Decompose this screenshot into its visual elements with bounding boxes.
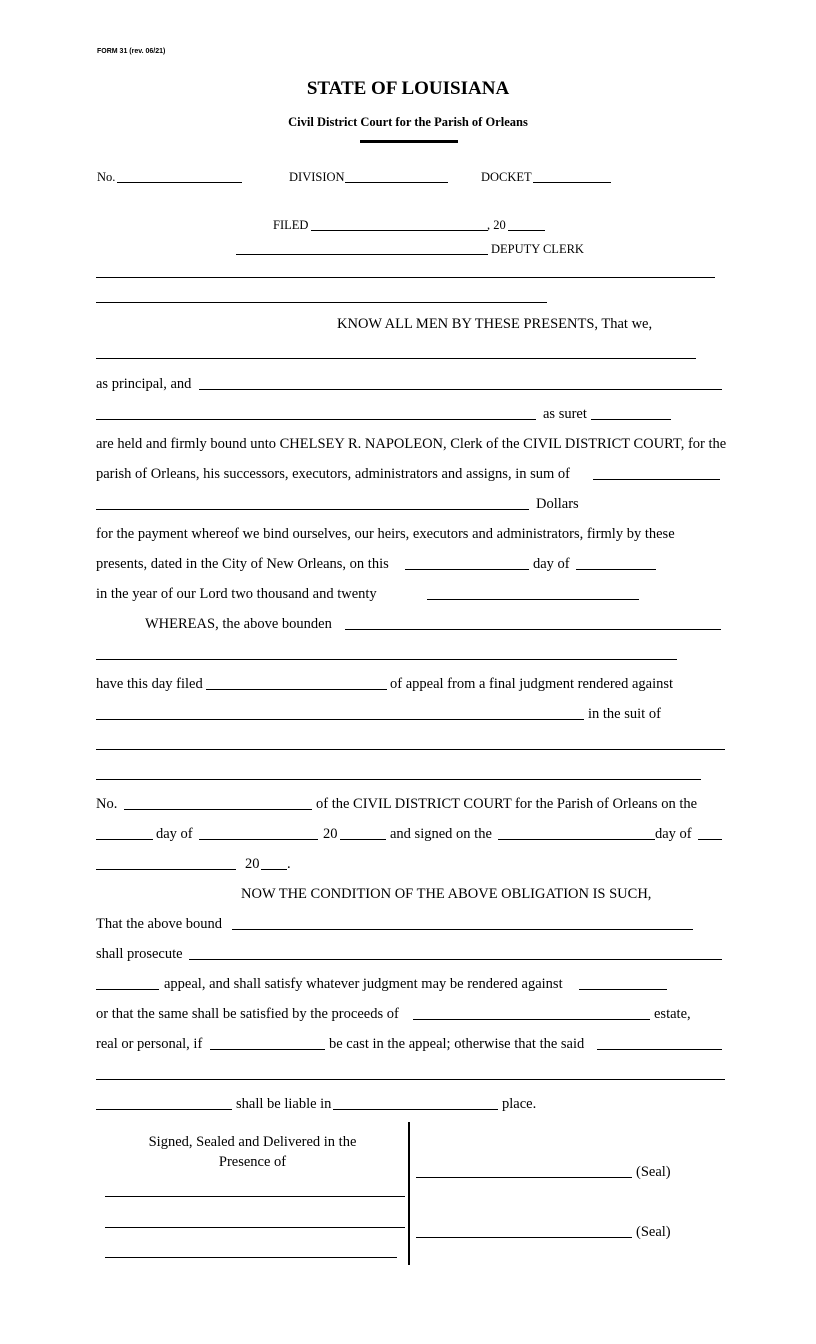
- shall-prosecute-text: shall prosecute: [96, 946, 183, 962]
- deputy-clerk-signature-field[interactable]: [236, 254, 488, 255]
- blank-line[interactable]: [96, 1079, 725, 1080]
- signed-year-field[interactable]: [261, 869, 287, 870]
- that-bound-text: That the above bound: [96, 916, 223, 932]
- said-party-field[interactable]: [597, 1049, 722, 1050]
- surety-field[interactable]: [96, 419, 536, 420]
- day-of-text-2: day of: [156, 826, 193, 842]
- docket-label: DOCKET: [481, 170, 532, 184]
- appeal-satisfy-text: appeal, and shall satisfy whatever judgment may be rendered against: [164, 976, 563, 992]
- payment-line-text: for the payment whereof we bind ourselves, our heirs, executors and administrators, firmly by these: [96, 526, 675, 542]
- in-suit-text: in the suit of: [588, 706, 661, 722]
- no-label-2: No.: [96, 796, 118, 812]
- presents-dated-text: presents, dated in the City of New Orleans, on this: [96, 556, 389, 572]
- principal-signature-field[interactable]: [416, 1177, 632, 1178]
- have-filed-text: have this day filed: [96, 676, 203, 692]
- page-title: STATE OF LOUISIANA: [306, 78, 510, 99]
- filed-year-field[interactable]: [508, 230, 545, 231]
- seal-label-1: (Seal): [636, 1164, 671, 1180]
- rendered-month-field[interactable]: [199, 839, 318, 840]
- blank-line[interactable]: [96, 302, 547, 303]
- filed-type-field[interactable]: [206, 689, 387, 690]
- dollars-field[interactable]: [96, 509, 529, 510]
- day-of-text-3: day of: [655, 826, 692, 842]
- signed-day-field[interactable]: [498, 839, 655, 840]
- rendered-day-field[interactable]: [96, 839, 153, 840]
- place-text: place.: [502, 1096, 537, 1112]
- twenty-text-2: 20: [245, 856, 260, 872]
- as-principal-text: as principal, and: [96, 376, 192, 392]
- filed-label: FILED: [273, 218, 309, 232]
- witness-signature-field[interactable]: [105, 1196, 405, 1197]
- signature-divider: [408, 1122, 410, 1265]
- condition-heading: NOW THE CONDITION OF THE ABOVE OBLIGATION IS SUCH,: [241, 886, 652, 902]
- proceeds-field[interactable]: [413, 1019, 650, 1020]
- docket-field[interactable]: [533, 182, 611, 183]
- case-number-field[interactable]: [124, 809, 312, 810]
- blank-line[interactable]: [96, 277, 715, 278]
- witness-heading-line2: Presence of: [218, 1154, 287, 1170]
- or-satisfied-text: or that the same shall be satisfied by the proceeds of: [96, 1006, 399, 1022]
- whereas-text: WHEREAS, the above bounden: [145, 616, 332, 632]
- bound-party-field[interactable]: [232, 929, 693, 930]
- surety-signature-field[interactable]: [416, 1237, 632, 1238]
- day-of-text: day of: [533, 556, 570, 572]
- title-rule: [360, 140, 458, 143]
- estate-text: estate,: [654, 1006, 691, 1022]
- twenty-text-1: 20: [323, 826, 338, 842]
- know-all-men-text: KNOW ALL MEN BY THESE PRESENTS, That we,: [337, 316, 653, 332]
- surety-name-field[interactable]: [199, 389, 722, 390]
- court-subtitle: Civil District Court for the Parish of Orleans: [288, 115, 528, 129]
- signed-month-field[interactable]: [698, 839, 722, 840]
- blank-line[interactable]: [96, 659, 677, 660]
- filed-date-field[interactable]: [311, 230, 488, 231]
- witness-signature-field[interactable]: [105, 1227, 405, 1228]
- no-field[interactable]: [117, 182, 242, 183]
- form-code: FORM 31 (rev. 06/21): [97, 48, 166, 55]
- appeal-type-field[interactable]: [96, 989, 159, 990]
- witness-signature-field[interactable]: [105, 1257, 397, 1258]
- deputy-clerk-label: DEPUTY CLERK: [491, 242, 584, 256]
- dollars-text: Dollars: [536, 496, 579, 512]
- judgment-against-field-2[interactable]: [579, 989, 667, 990]
- liable-in-text: shall be liable in: [236, 1096, 332, 1112]
- place-field[interactable]: [333, 1109, 498, 1110]
- cast-party-field[interactable]: [210, 1049, 325, 1050]
- filed-year-prefix: , 20: [487, 218, 506, 232]
- surety-suffix-field[interactable]: [591, 419, 671, 420]
- liable-party-field[interactable]: [96, 1109, 232, 1110]
- dated-day-field[interactable]: [405, 569, 529, 570]
- suit-field[interactable]: [96, 749, 725, 750]
- division-label: DIVISION: [289, 170, 345, 184]
- real-personal-text: real or personal, if: [96, 1036, 203, 1052]
- held-bound-text: are held and firmly bound unto CHELSEY R. NAPOLEON, Clerk of the CIVIL DISTRICT COURT, for the: [96, 436, 727, 452]
- dated-month-field[interactable]: [576, 569, 656, 570]
- year-of-lord-text: in the year of our Lord two thousand and twenty: [96, 586, 377, 602]
- blank-line[interactable]: [96, 779, 701, 780]
- bounden-field[interactable]: [345, 629, 721, 630]
- seal-label-2: (Seal): [636, 1224, 671, 1240]
- sum-field[interactable]: [593, 479, 720, 480]
- prosecute-field[interactable]: [189, 959, 722, 960]
- no-label: No.: [97, 170, 116, 184]
- parish-line-text: parish of Orleans, his successors, executors, administrators and assigns, in sum of: [96, 466, 570, 482]
- appeal-from-text: of appeal from a final judgment rendered against: [390, 676, 674, 692]
- period-text: .: [287, 856, 291, 872]
- parties-field[interactable]: [96, 358, 696, 359]
- as-suret-text: as suret: [543, 406, 587, 422]
- signed-month-field-2[interactable]: [96, 869, 236, 870]
- year-field[interactable]: [427, 599, 639, 600]
- division-field[interactable]: [345, 182, 448, 183]
- of-cdc-text: of the CIVIL DISTRICT COURT for the Parish of Orleans on the: [316, 796, 698, 812]
- witness-heading-line1: Signed, Sealed and Delivered in the: [148, 1134, 357, 1150]
- judgment-against-field[interactable]: [96, 719, 584, 720]
- cast-appeal-text: be cast in the appeal; otherwise that the said: [329, 1036, 585, 1052]
- rendered-year-field[interactable]: [340, 839, 386, 840]
- signed-on-text: and signed on the: [390, 826, 492, 842]
